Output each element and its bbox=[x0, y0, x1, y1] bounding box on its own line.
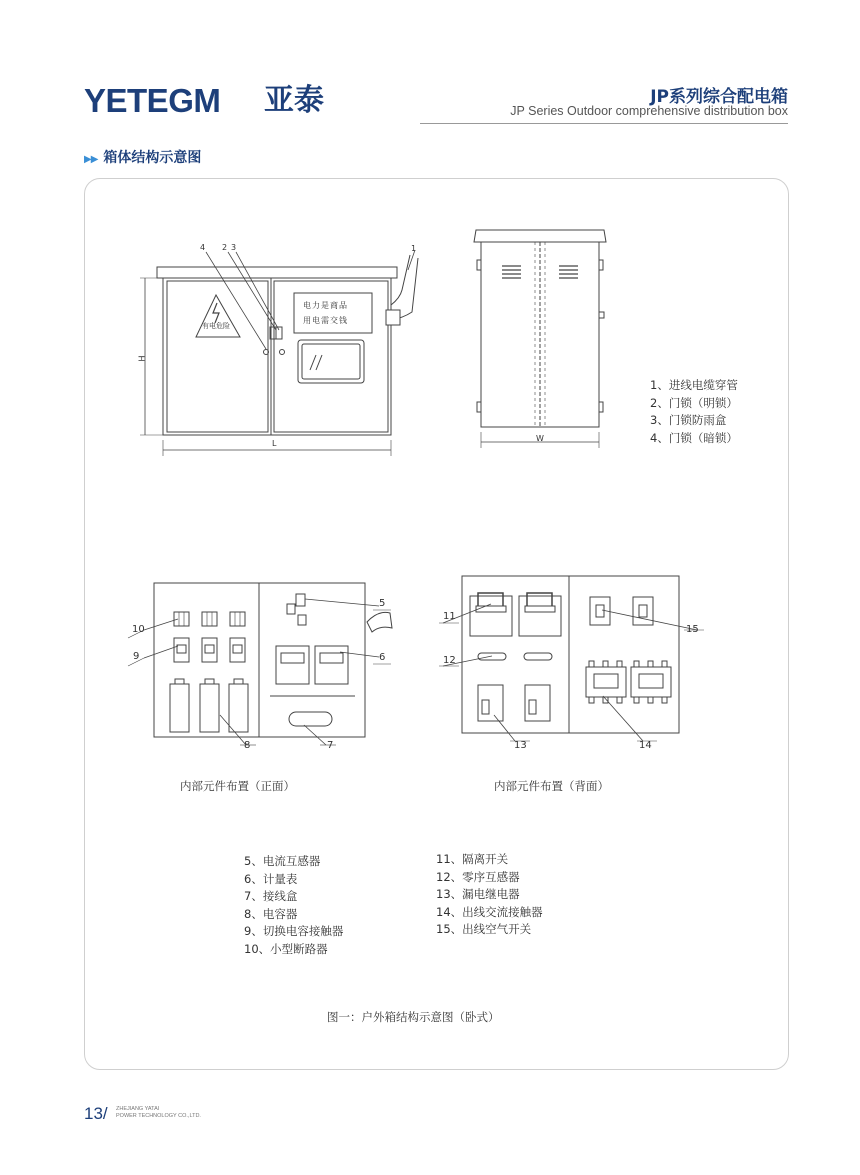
callout-1: 1 bbox=[411, 244, 417, 253]
callout-4: 4 bbox=[200, 243, 206, 252]
callout-10: 10 bbox=[132, 624, 145, 635]
legend-exterior bbox=[650, 377, 738, 447]
height-label: H bbox=[136, 355, 146, 362]
legend-item: 14、出线交流接触器 bbox=[436, 904, 543, 919]
legend-item: 2、门锁（明锁） bbox=[650, 395, 738, 410]
legend-item: 1、进线电缆穿管 bbox=[650, 378, 738, 392]
interior-back-drawing bbox=[443, 576, 697, 741]
legend-item: 9、切换电容接触器 bbox=[244, 924, 344, 938]
document-title: JP系列综合配电箱 bbox=[650, 87, 788, 107]
company-line-1: ZHEJIANG YATAI bbox=[116, 1106, 160, 1112]
legend-item: 8、电容器 bbox=[244, 906, 298, 921]
front-view-drawing bbox=[140, 250, 418, 456]
page-number: 13/ bbox=[84, 1104, 108, 1123]
width-label: W bbox=[536, 434, 544, 443]
notice-line-2: 用电需交钱 bbox=[303, 316, 348, 325]
legend-item: 15、出线空气开关 bbox=[436, 922, 532, 936]
interior-front-caption: 内部元件布置（正面） bbox=[180, 779, 295, 793]
legend-item: 13、漏电继电器 bbox=[436, 887, 520, 901]
callout-11: 11 bbox=[443, 611, 456, 622]
legend-item: 7、接线盒 bbox=[244, 889, 298, 903]
side-view-drawing bbox=[474, 230, 606, 448]
legend-item: 10、小型断路器 bbox=[244, 941, 328, 956]
callout-3: 3 bbox=[231, 243, 237, 252]
legend-item: 3、门锁防雨盒 bbox=[650, 413, 727, 427]
callout-12: 12 bbox=[443, 655, 456, 666]
callout-14: 14 bbox=[639, 740, 652, 751]
legend-interior-right bbox=[436, 851, 543, 939]
company-name bbox=[116, 1106, 201, 1119]
callout-15: 15 bbox=[686, 624, 699, 635]
callout-6: 6 bbox=[379, 652, 386, 663]
callout-5: 5 bbox=[379, 598, 386, 609]
legend-item: 11、隔离开关 bbox=[436, 852, 509, 866]
legend-item: 5、电流互感器 bbox=[244, 854, 321, 868]
legend-item: 12、零序互感器 bbox=[436, 869, 520, 884]
double-arrow-icon: ▶▶ bbox=[84, 154, 98, 165]
legend-item: 4、门锁（暗锁） bbox=[650, 430, 738, 445]
length-label: L bbox=[272, 439, 277, 448]
notice-plate bbox=[294, 293, 372, 333]
callout-8: 8 bbox=[244, 740, 251, 751]
logo-chinese: 亚泰 bbox=[264, 83, 324, 118]
figure-caption: 图一：户外箱结构示意图（卧式） bbox=[327, 1010, 500, 1024]
legend-interior-left bbox=[244, 853, 343, 958]
callout-7: 7 bbox=[327, 740, 334, 751]
logo-text: YETEGM bbox=[84, 82, 221, 119]
callout-9: 9 bbox=[133, 651, 140, 662]
legend-item: 6、计量表 bbox=[244, 871, 298, 886]
callout-2: 2 bbox=[222, 243, 228, 252]
notice-line-1: 电力是商品 bbox=[303, 301, 348, 310]
company-line-2: POWER TECHNOLOGY CO.,LTD. bbox=[116, 1112, 201, 1119]
callout-13: 13 bbox=[514, 740, 527, 751]
section-title: 箱体结构示意图 bbox=[103, 150, 202, 166]
document-subtitle: JP Series Outdoor comprehensive distribution box bbox=[510, 104, 788, 118]
warning-text: 有电危险 bbox=[202, 322, 230, 330]
interior-front-drawing bbox=[144, 583, 392, 745]
interior-back-caption: 内部元件布置（背面） bbox=[494, 779, 609, 793]
